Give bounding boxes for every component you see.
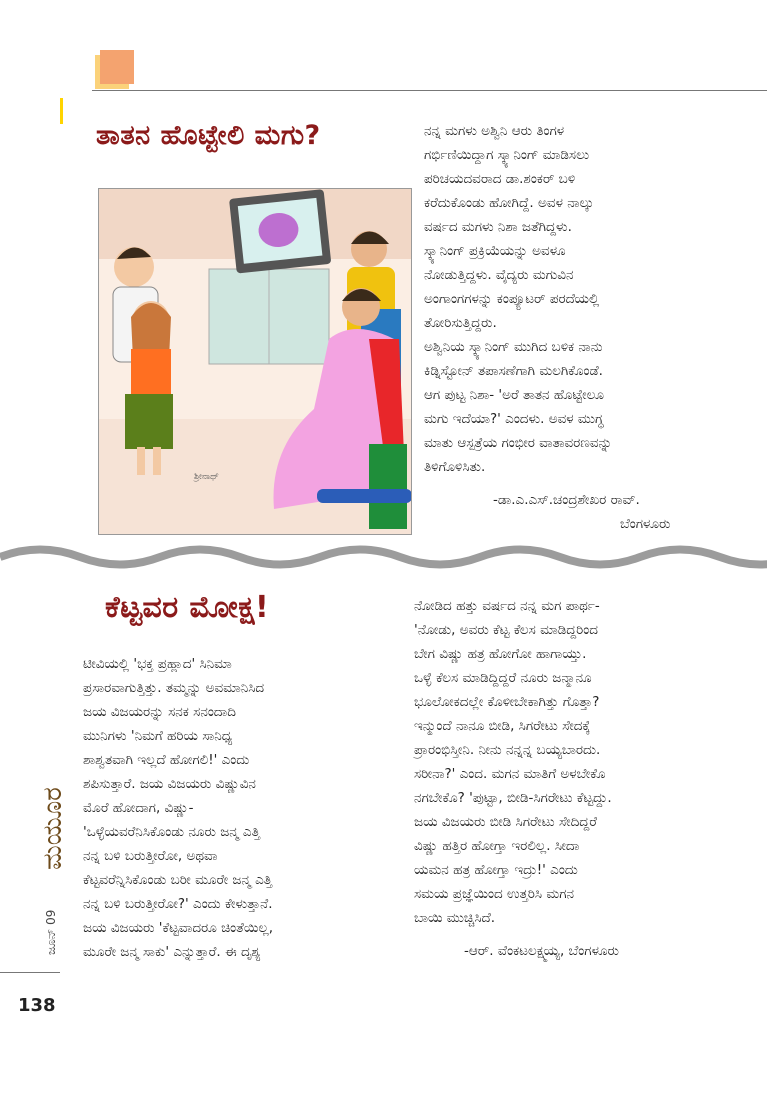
text-line: ಅಶ್ವಿನಿಯ ಸ್ಕ್ಯಾನಿಂಗ್ ಮುಗಿದ ಬಳಿಕ ನಾನು — [424, 339, 603, 355]
text-line: ಜಯ ವಿಜಯರು 'ಕೆಟ್ಟವಾದರೂ ಚಿಂತೆಯಿಲ್ಲ, — [83, 920, 273, 936]
page-number: 138 — [18, 995, 56, 1016]
article2-column2 — [414, 594, 612, 930]
text-line: ನನ್ನ ಮಗಳು ಅಶ್ವಿನಿ ಆರು ತಿಂಗಳ — [424, 123, 565, 139]
text-line: ಸಮಯ ಪ್ರಜ್ಞೆಯಿಂದ ಉತ್ತರಿಸಿ ಮಗನ — [414, 886, 575, 902]
text-line: ನನ್ನ ಬಳಿ ಬರುತ್ತೀರೋ?' ಎಂದು ಕೇಳುತ್ತಾನೆ. — [83, 896, 273, 912]
article1-author: -ಡಾ.ಎ.ಎಸ್.ಚಂದ್ರಶೇಖರ ರಾವ್. — [493, 492, 640, 508]
footer-rule — [0, 972, 60, 973]
article1-body — [424, 119, 612, 479]
text-line: ಜಯ ವಿಜಯರು ಬೀಡಿ ಸಿಗರೇಟು ಸೇದಿದ್ದರೆ — [414, 814, 597, 830]
text-line: ಒಳ್ಳೆ ಕೆಲಸ ಮಾಡಿದ್ದಿದ್ದರೆ ನೂರು ಜನ್ಮಾನೂ — [414, 670, 592, 686]
text-line: ನೋಡಿದ ಹತ್ತು ವರ್ಷದ ನನ್ನ ಮಗ ಪಾರ್ಥ- — [414, 598, 600, 614]
corner-ornament — [100, 50, 134, 84]
text-line: ವರ್ಷದ ಮಗಳು ನಿಶಾ ಜತೆಗಿದ್ದಳು. — [424, 219, 572, 235]
text-line: ಗರ್ಭಿಣಿಯಿದ್ದಾಗ ಸ್ಕ್ಯಾನಿಂಗ್ ಮಾಡಿಸಲು — [424, 147, 590, 163]
text-line: ಯಮನ ಹತ್ರ ಹೋಗ್ತಾ ಇದ್ರು!' ಎಂದು — [414, 862, 578, 878]
text-line: ಪ್ರಾರಂಭಿಸ್ತೀನಿ. ನೀನು ನನ್ನನ್ನ ಬಯ್ಯಬಾರದು. — [414, 742, 601, 758]
text-line: ಪ್ರಸಾರವಾಗುತ್ತಿತ್ತು. ತಮ್ಮನ್ನು ಅವಮಾನಿಸಿದ — [83, 680, 265, 696]
text-line: ಶಪಿಸುತ್ತಾರೆ. ಜಯ ವಿಜಯರು ವಿಷ್ಣುವಿನ — [83, 776, 256, 792]
text-line: ಕಿಡ್ನಿಸ್ಟೋನ್ ತಪಾಸಣೆಗಾಗಿ ಮಲಗಿಕೊಂಡೆ. — [424, 363, 603, 379]
text-line: ನನ್ನ ಬಳಿ ಬರುತ್ತೀರೋ, ಅಥವಾ — [83, 848, 218, 864]
text-line: ಮುನಿಗಳು 'ನಿಮಗೆ ಹರಿಯ ಸಾನಿಧ್ಯ — [83, 728, 233, 744]
text-line: ಇನ್ಮುಂದೆ ನಾನೂ ಬೀಡಿ, ಸಿಗರೇಟು ಸೇದಕ್ಕೆ — [414, 718, 591, 734]
text-line: ಪರಿಚಯದವರಾದ ಡಾ.ಶಂಕರ್ ಬಳಿ — [424, 171, 576, 187]
text-line: ಮಾತು ಆಸ್ಪತ್ರೆಯ ಗಂಭೀರ ವಾತಾವರಣವನ್ನು — [424, 435, 613, 451]
text-line: ಅಂಗಾಂಗಗಳನ್ನು ಕಂಪ್ಯೂಟರ್ ಪರದೆಯಲ್ಲಿ — [424, 291, 600, 307]
text-line: ತೋರಿಸುತ್ತಿದ್ದರು. — [424, 315, 497, 331]
header-rule — [92, 90, 767, 91]
article1-title: ತಾತನ ಹೊಟ್ಟೇಲಿ ಮಗು? — [96, 120, 321, 151]
text-line: ನಗಬೇಕೊ? 'ಪುಟ್ಟಾ, ಬೀಡಿ-ಸಿಗರೇಟು ಕೆಟ್ಟದ್ದು. — [414, 790, 612, 806]
text-line: ಮೂರೇ ಜನ್ಮ ಸಾಕು' ಎನ್ನುತ್ತಾರೆ. ಈ ದೃಶ್ಯ — [83, 944, 261, 960]
text-line: ತಿಳಿಗೊಳಿಸಿತು. — [424, 459, 486, 475]
article1-place: ಬೆಂಗಳೂರು — [620, 516, 671, 532]
text-line: ಸ್ಕ್ಯಾನಿಂಗ್ ಪ್ರಕ್ರಿಯೆಯನ್ನು ಅವಳೂ — [424, 243, 566, 259]
text-line: ಆಗ ಪುಟ್ಟ ನಿಶಾ- 'ಅರೆ ತಾತನ ಹೊಟ್ಟೇಲೂ — [424, 387, 604, 403]
text-line: ಜಯ ವಿಜಯರನ್ನು ಸನಕ ಸನಂದಾದಿ — [83, 704, 237, 720]
article2-title: ಕೆಟ್ಟವರ ಮೋಕ್ಷ! — [105, 590, 270, 625]
issue-date: ಜೂನ್ 09 — [44, 909, 58, 955]
text-line: ಭೂಲೋಕದಲ್ಲೇ ಕೊಳೀಬೇಕಾಗಿತ್ತು ಗೊತ್ತಾ? — [414, 694, 600, 710]
text-line: ಟೀವಿಯಲ್ಲಿ 'ಭಕ್ತ ಪ್ರಹ್ಲಾದ' ಸಿನಿಮಾ — [83, 656, 232, 672]
text-line: ಸರೀನಾ?' ಎಂದ. ಮಗನ ಮಾತಿಗೆ ಅಳಬೇಕೊ — [414, 766, 606, 782]
text-line: ನೋಡುತ್ತಿದ್ದಳು. ವೈದ್ಯರು ಮಗುವಿನ — [424, 267, 574, 283]
text-line: ಮಗು ಇದೆಯಾ?' ಎಂದಳು. ಅವಳ ಮುಗ್ಧ — [424, 411, 604, 427]
article2-author: -ಆರ್. ವೆಂಕಟಲಕ್ಷ್ಮಯ್ಯ, ಬೆಂಗಳೂರು — [464, 943, 619, 959]
text-line: ಬೇಗ ವಿಷ್ಣು ಹತ್ರ ಹೋಗೋ ಹಾಗಾಯ್ತು. — [414, 646, 587, 662]
text-line: 'ನೋಡು, ಅವರು ಕೆಟ್ಟ ಕೆಲಸ ಮಾಡಿದ್ದರಿಂದ — [414, 622, 598, 638]
scan-room-illustration — [99, 189, 411, 534]
text-line: ಶಾಶ್ವತವಾಗಿ ಇಲ್ಲದೆ ಹೋಗಲಿ!' ಎಂದು — [83, 752, 250, 768]
text-line: 'ಒಳ್ಳೆಯವರೆನಿಸಿಕೊಂಡು ನೂರು ಜನ್ಮ ಎತ್ತಿ — [83, 824, 260, 840]
text-line: ವಿಷ್ಣು ಹತ್ತಿರ ಹೋಗ್ತಾ ಇರಲಿಲ್ಲ. ಸೀದಾ — [414, 838, 580, 854]
text-line: ಮೊರೆ ಹೋದಾಗ, ವಿಷ್ಣು- — [83, 800, 194, 816]
article2-column1 — [83, 652, 273, 964]
magazine-name: ಮಯೂರ — [38, 787, 68, 870]
illustration — [98, 188, 412, 535]
illustrator-signature: ಶ್ರೀನಾಥ್ — [194, 472, 219, 482]
text-line: ಕೆಟ್ಟವರೆನ್ನಿಸಿಕೊಂಡು ಬರೀ ಮೂರೇ ಜನ್ಮ ಎತ್ತಿ — [83, 872, 273, 888]
wave-divider — [0, 540, 767, 574]
yellow-marker — [60, 98, 63, 124]
text-line: ಕರೆದುಕೊಂಡು ಹೋಗಿದ್ದೆ. ಅವಳ ನಾಲ್ಕು — [424, 195, 594, 211]
text-line: ಬಾಯಿ ಮುಚ್ಚಿಸಿದೆ. — [414, 910, 496, 926]
